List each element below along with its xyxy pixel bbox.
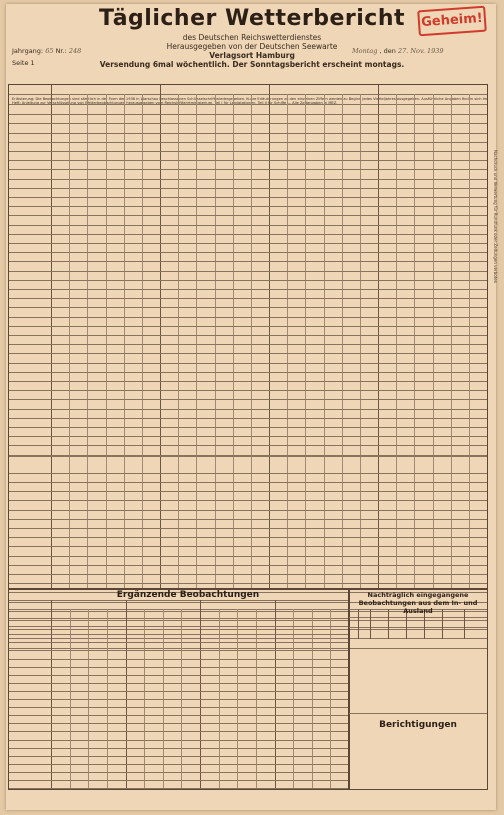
- table-row-line: [9, 528, 487, 529]
- supp-row-line: [9, 699, 349, 700]
- supp-row-line: [9, 764, 349, 765]
- volume-line: [12, 47, 81, 55]
- table-row-line: [9, 133, 487, 134]
- table-row-line: [9, 510, 487, 511]
- weekday: Montag: [352, 47, 378, 55]
- supp-row-line: [9, 650, 349, 651]
- table-row-line: [9, 418, 487, 419]
- table-row-line: [9, 436, 487, 437]
- table-row-line: [9, 317, 487, 318]
- subcolumn-divider: [215, 94, 216, 589]
- table-row-line: [9, 179, 487, 180]
- subcolumn-divider: [414, 94, 415, 589]
- date-label: , den: [379, 47, 396, 55]
- table-row-line: [9, 399, 487, 400]
- jahrgang-label: Jahrgang:: [12, 47, 44, 55]
- supp-row-line: [9, 626, 349, 627]
- supp-group-line: [275, 600, 276, 789]
- subcolumn-divider: [469, 94, 470, 589]
- table-row-line: [9, 546, 487, 547]
- subcolumn-divider: [396, 94, 397, 589]
- table-row-line: [9, 491, 487, 492]
- explanation-note: Erläuterung: Die Beobachtungen sind sämtlich in der Form der 1938 in Warschau beschlossenen Schlüsselschrift wiedergegeben. Kurze Erläuterungen zu den einzelnen Ziffern werden zu Beginn jedes Vierteljahres ausgegeben. Ausführliche Angaben finden sich im Heft: Anleitung zur Verschlüsselung von Wetterbeobachtungen herausgegeben vom Reichsluftfahrtministerium, Teil I für Landstationen, Teil II für Schiffe — Alle Zeitangaben in MEZ.: [12, 97, 488, 106]
- supp-row-line: [9, 756, 349, 757]
- table-row-line: [9, 160, 487, 161]
- subcolumn-divider: [305, 94, 306, 589]
- subcolumn-divider: [178, 94, 179, 589]
- page-number: Seite 1: [12, 59, 35, 67]
- subcolumn-divider: [106, 94, 107, 589]
- supp-row-line: [9, 642, 349, 643]
- late-observations-title: Nachträglich eingegangene Beobachtungen aus dem In- und Ausland: [358, 591, 478, 615]
- supp-group-line: [51, 600, 52, 789]
- side-note: [492, 150, 500, 770]
- table-row-line: [9, 280, 487, 281]
- supp-row-line: [9, 634, 349, 635]
- supp-row-line: [9, 667, 349, 668]
- table-row-line: [9, 188, 487, 189]
- subtitle-service: des Deutschen Reichswetterdienstes: [182, 33, 322, 42]
- subcolumn-divider: [433, 94, 434, 589]
- table-row-line: [9, 537, 487, 538]
- supp-row-line: [9, 780, 349, 781]
- subcolumn-divider: [342, 94, 343, 589]
- table-row-line: [9, 565, 487, 566]
- subcolumn-divider: [69, 94, 70, 589]
- nr-value: 248: [68, 47, 82, 55]
- table-row-line: [9, 142, 487, 143]
- table-row-line: [9, 243, 487, 244]
- table-row-line: [9, 151, 487, 152]
- table-row-line: [9, 482, 487, 483]
- table-row-line: [9, 473, 487, 474]
- table-row-line: [9, 234, 487, 235]
- supp-row-line: [9, 659, 349, 660]
- table-row-line: [9, 114, 487, 115]
- table-row-line: [9, 445, 487, 446]
- table-row-line: [9, 390, 487, 391]
- supp-group-line: [200, 600, 201, 789]
- side-note-text: Nachdruck und Verwertung für Rundfunk oder Zeitungen verboten: [493, 150, 498, 284]
- table-row-line: [9, 271, 487, 272]
- table-row-line: [9, 215, 487, 216]
- supp-row-line: [9, 740, 349, 741]
- date-line: [352, 47, 444, 55]
- subcolumn-divider: [451, 94, 452, 589]
- subtitle-publisher: Herausgegeben von der Deutschen Seewarte: [166, 42, 338, 51]
- subcolumn-divider: [287, 94, 288, 589]
- table-row-line: [9, 206, 487, 207]
- table-row-line: [9, 225, 487, 226]
- supp-title-divider: [9, 600, 349, 601]
- table-row-line: [9, 252, 487, 253]
- table-row-line: [9, 344, 487, 345]
- nr-label: Nr.:: [55, 47, 67, 55]
- table-row-line: [9, 307, 487, 308]
- supp-row-line: [9, 683, 349, 684]
- late-observations-panel: [348, 588, 488, 790]
- table-row-line: [9, 574, 487, 575]
- table-row-line: [9, 353, 487, 354]
- supp-row-line: [9, 788, 349, 789]
- supp-sub-divider: [9, 618, 349, 619]
- table-row-line: [9, 409, 487, 410]
- corrections-divider: [349, 713, 487, 714]
- table-row-line: [9, 583, 487, 584]
- table-row-line: [9, 427, 487, 428]
- table-row-line: [9, 169, 487, 170]
- table-row-line: [9, 289, 487, 290]
- supp-row-line: [9, 723, 349, 724]
- table-row-line: [9, 381, 487, 382]
- date-value: 27. Nov. 1939: [397, 47, 444, 55]
- supplementary-table: [8, 588, 350, 790]
- supp-row-line: [9, 707, 349, 708]
- subcolumn-divider: [233, 94, 234, 589]
- supp-row-line: [9, 731, 349, 732]
- supp-row-line: [9, 675, 349, 676]
- supp-row-line: [9, 691, 349, 692]
- subcolumn-divider: [87, 94, 88, 589]
- supp-row-line: [9, 715, 349, 716]
- coast-section-divider: [9, 455, 487, 457]
- table-row-line: [9, 298, 487, 299]
- table-row-line: [9, 372, 487, 373]
- subcolumn-divider: [251, 94, 252, 589]
- supplementary-title: Ergänzende Beobachtungen: [116, 590, 260, 600]
- subtitle-frequency: Versendung 6mal wöchentlich. Der Sonntagsbericht erscheint montags.: [99, 60, 405, 69]
- subcolumn-divider: [142, 94, 143, 589]
- table-row-line: [9, 363, 487, 364]
- table-row-line: [9, 261, 487, 262]
- subtitle-place: Verlagsort Hamburg: [209, 51, 295, 60]
- report-title: Täglicher Wetterbericht: [98, 6, 406, 31]
- subcolumn-divider: [124, 94, 125, 589]
- table-row-line: [9, 197, 487, 198]
- table-row-line: [9, 556, 487, 557]
- jahrgang-value: 65: [45, 47, 54, 55]
- corrections-title: Berichtigungen: [379, 720, 457, 730]
- subcolumn-divider: [324, 94, 325, 589]
- main-observation-table: [8, 84, 488, 590]
- table-row-line: [9, 326, 487, 327]
- table-row-line: [9, 500, 487, 501]
- table-row-line: [9, 519, 487, 520]
- table-row-line: [9, 335, 487, 336]
- supp-group-divider: [9, 609, 349, 610]
- supp-group-line: [126, 600, 127, 789]
- subcolumn-divider: [360, 94, 361, 589]
- table-row-line: [9, 123, 487, 124]
- secret-stamp: Geheim!: [417, 6, 487, 37]
- supp-row-line: [9, 772, 349, 773]
- supp-row-line: [9, 748, 349, 749]
- subcolumn-divider: [196, 94, 197, 589]
